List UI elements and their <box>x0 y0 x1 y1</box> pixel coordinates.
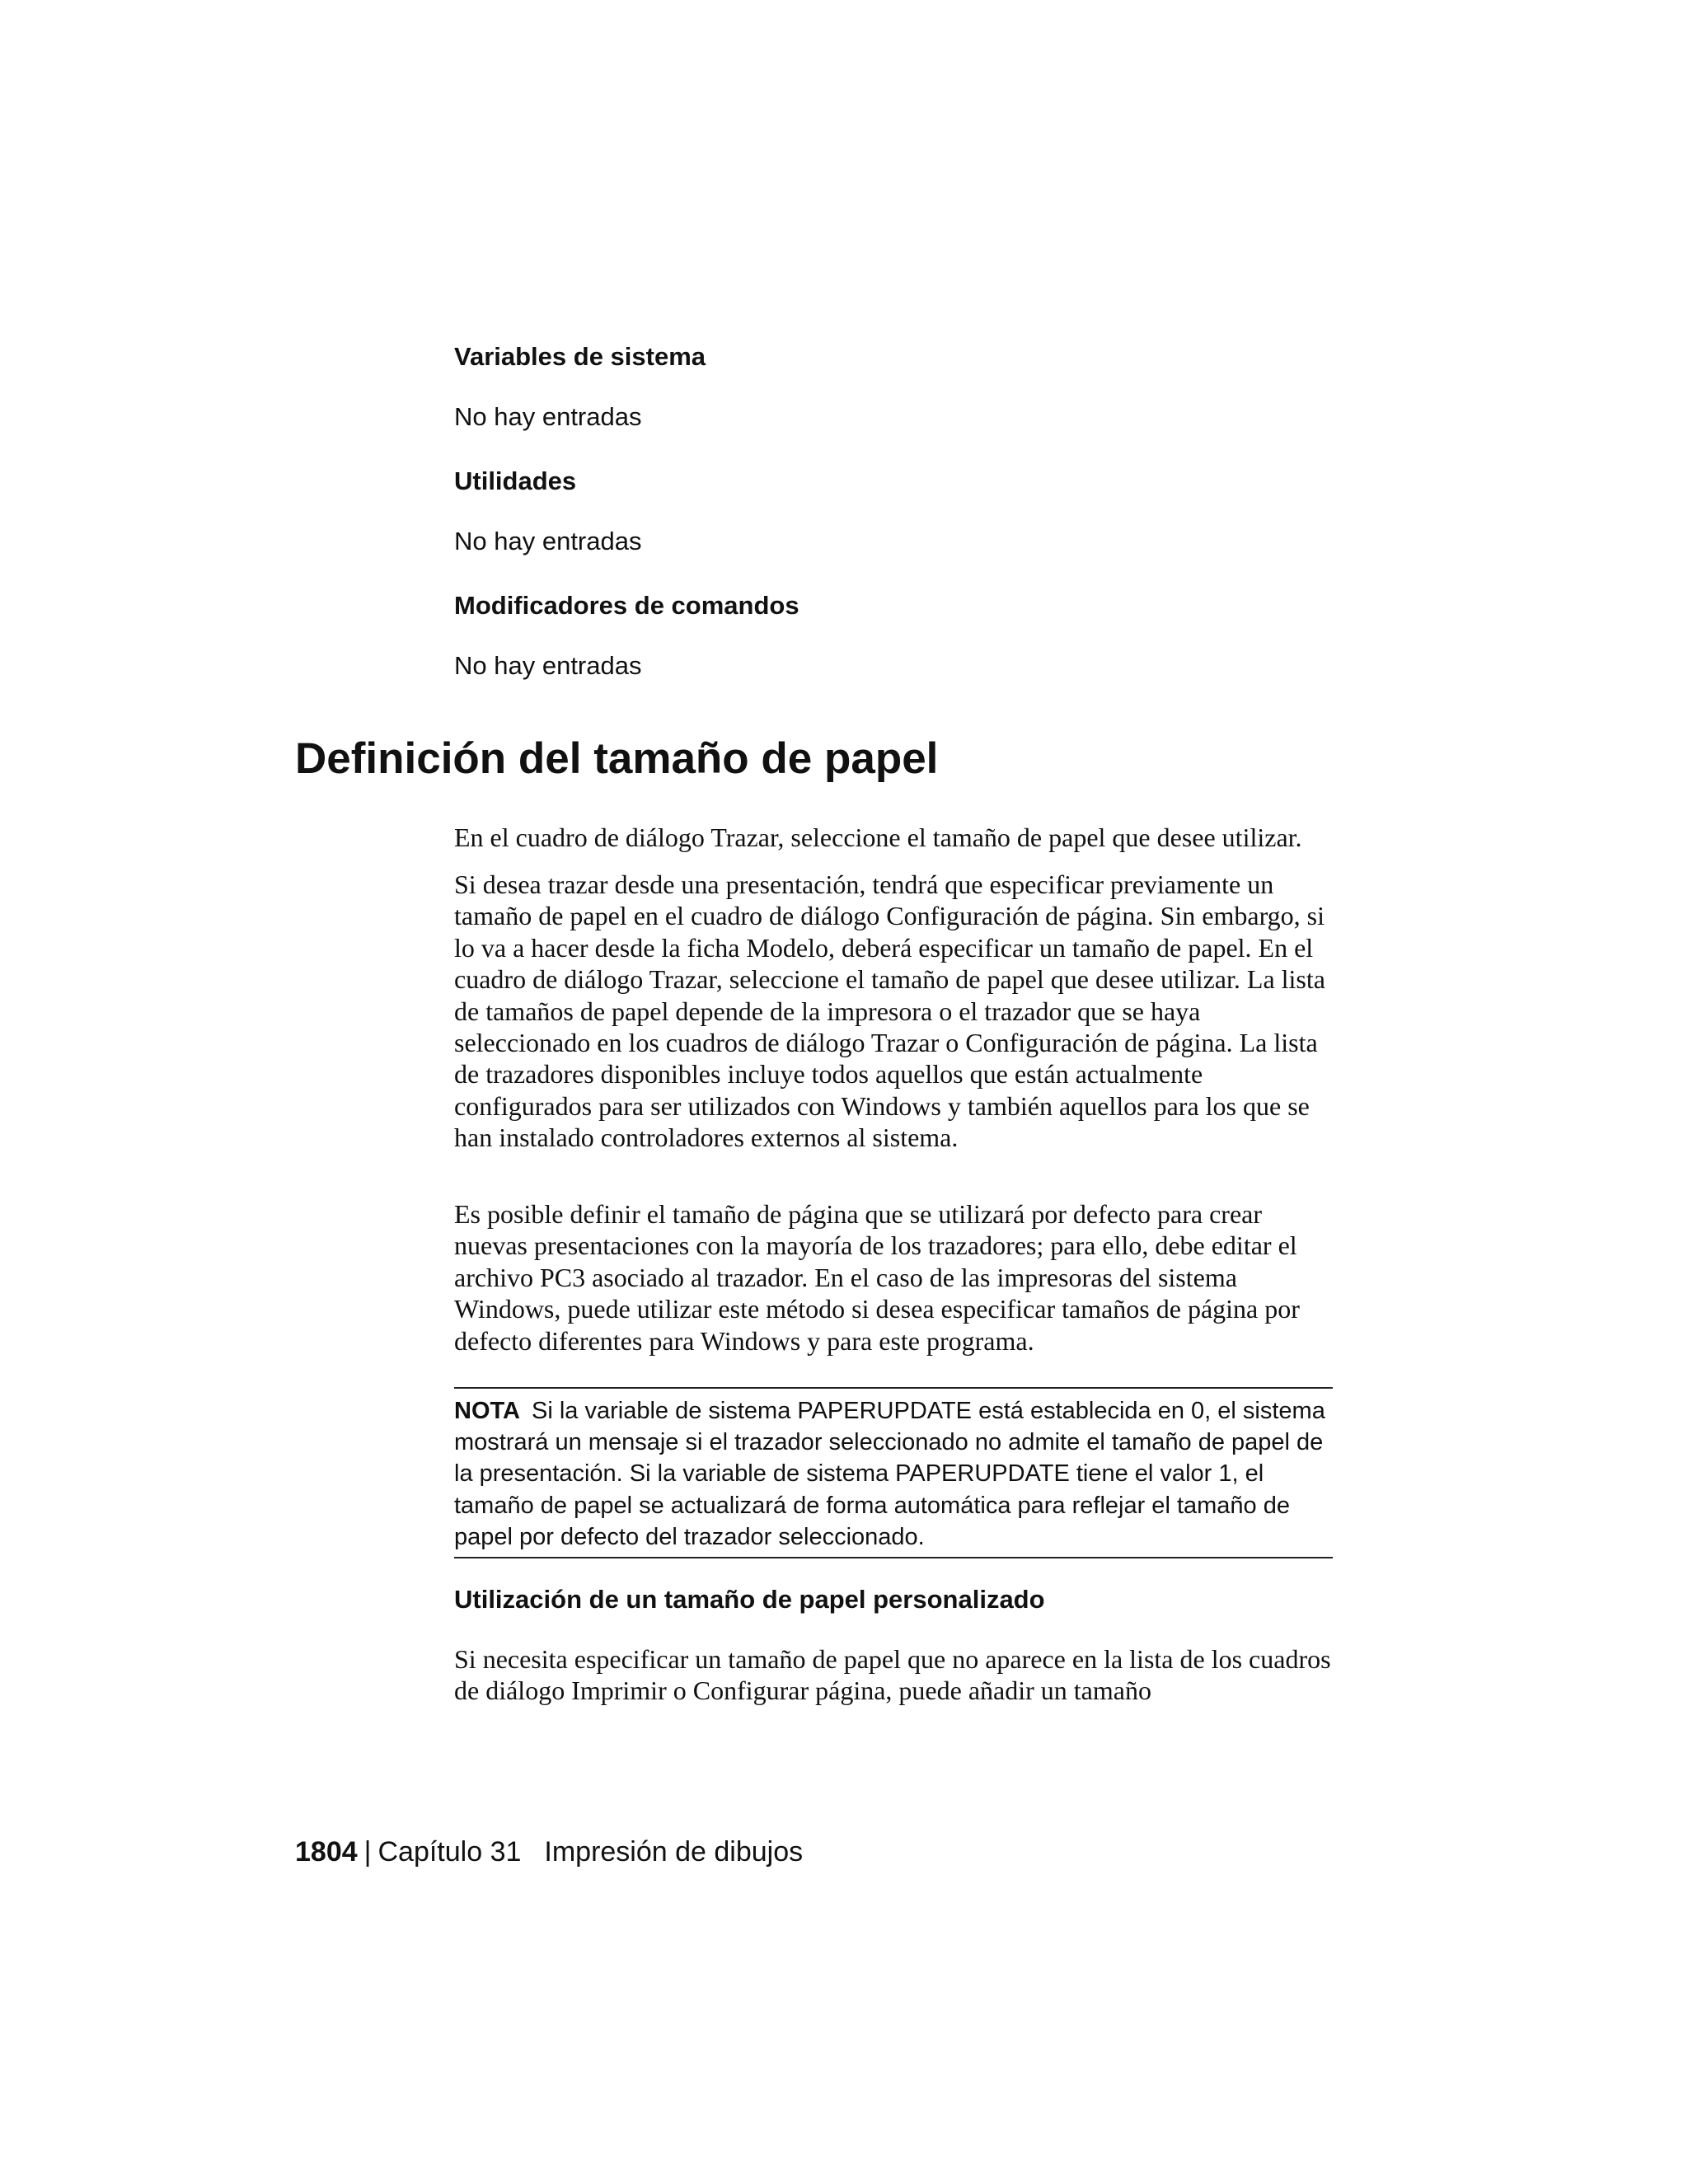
paragraph-layout-paper: Si desea trazar desde una presentación, tendrá que especificar previamente un tamaño de papel en el cuadro de diálogo Configuración de página. Sin embargo, si lo va a hacer desde la ficha Modelo, deberá especificar un tamaño de papel. En el cuadro de diálogo Trazar, seleccione el tamaño de papel que desee utilizar. La lista de tamaños de papel depende de la impresora o el trazador que se haya seleccionado en los cuadros de diálogo Trazar o Configuración de página. La lista de trazadores disponibles incluye todos aquellos que están actualmente configurados para ser utilizados con Windows y también aquellos para los que se han instalado controladores externos al sistema. <box>454 869 1325 1153</box>
note-label: NOTA <box>454 1398 521 1424</box>
page-title: Definición del tamaño de papel <box>295 734 939 783</box>
note-paragraph <box>454 1395 1333 1553</box>
subsection-heading-custom-paper: Utilización de un tamaño de papel personalizado <box>454 1585 1045 1614</box>
section-heading-command-modifiers: Modificadores de comandos <box>454 591 799 620</box>
paragraph-default-size: Es posible definir el tamaño de página que se utilizará por defecto para crear nuevas presentaciones con la mayoría de los trazadores; para ello, debe editar el archivo PC3 asociado al trazador. En el caso de las impresoras del sistema Windows, puede utilizar este método si desea especificar tamaños de página por defecto diferentes para Windows y para este programa. <box>454 1199 1300 1356</box>
footer-chapter: Capítulo 31 <box>377 1836 522 1868</box>
section-text-command-modifiers: No hay entradas <box>454 651 642 680</box>
note-text: Si la variable de sistema PAPERUPDATE está establecida en 0, el sistema mostrará un mensaje si el trazador seleccionado no admite el tamaño de papel de la presentación. Si la variable de sistema PAPERUPDATE tiene el valor 1, el tamaño de papel se actualizará de forma automática para reflejar el tamaño de papel por defecto del trazador seleccionado. <box>454 1398 1325 1550</box>
footer-chapter-title: Impresión de dibujos <box>544 1836 804 1868</box>
footer-page-number: 1804 <box>295 1836 358 1868</box>
note-box <box>454 1387 1333 1558</box>
subsection-paragraph-custom-paper: Si necesita especificar un tamaño de papel que no aparece en la lista de los cuadros de diálogo Imprimir o Configurar página, puede añadir un tamaño <box>454 1644 1331 1706</box>
section-heading-utilities: Utilidades <box>454 466 577 495</box>
section-text-utilities: No hay entradas <box>454 527 642 555</box>
paragraph-intro: En el cuadro de diálogo Trazar, seleccione el tamaño de papel que desee utilizar. <box>454 823 1302 852</box>
section-heading-system-variables: Variables de sistema <box>454 342 706 371</box>
section-text-system-variables: No hay entradas <box>454 402 642 431</box>
page-footer <box>295 1836 803 1868</box>
footer-separator: | <box>363 1836 372 1868</box>
